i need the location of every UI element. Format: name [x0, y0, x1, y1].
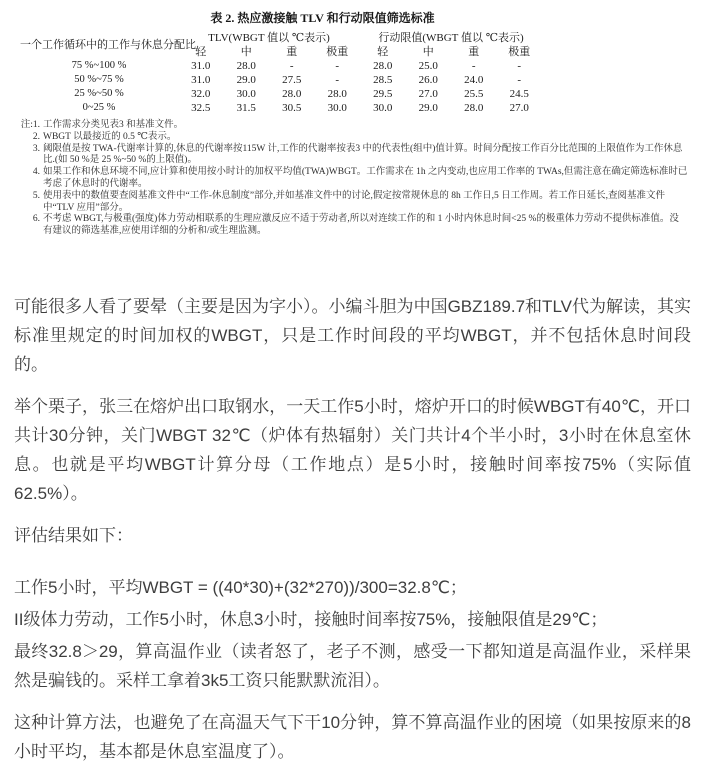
value-cell: 30.0: [373, 102, 393, 114]
value-cell: 29.5: [373, 88, 393, 100]
value-cell: 27.0: [509, 102, 529, 114]
value-cell: 28.0: [282, 88, 302, 100]
value-cell: 31.0: [191, 60, 211, 72]
group-header-action-limit: 行动限值(WBGT 值以 ℃表示): [378, 32, 524, 44]
note-item: [16, 120, 688, 132]
subheader: 重: [286, 46, 298, 58]
note-number: 4.: [32, 167, 40, 178]
value-cell: -: [471, 60, 476, 72]
table-title: 表 2. 热应激接触 TLV 和行动限值筛选标准: [210, 11, 435, 25]
value-cell: -: [517, 60, 522, 72]
note-text: 如果工作和休息环境不同,应计算和使用按小时计的加权平均值(TWA)WBGT。工作需求在 1h 之内变动,也应用工作率的 TWAs,但需注意在确定筛选标准时已考虑了休息时的代谢率。: [43, 167, 688, 189]
value-cell: 24.5: [509, 88, 529, 100]
value-cell: -: [517, 74, 522, 86]
subheader: 轻: [377, 46, 389, 58]
paragraph-intro: 可能很多人看了要晕（主要是因为字小）。小编斗胆为中国GBZ189.7和TLV代为解读，其实标准里规定的时间加权的WBGT，只是工作时间段的平均WBGT，并不包括休息时间段的。: [14, 296, 691, 374]
row-label: 25 %~50 %: [74, 88, 124, 99]
note-text: 使用表中的数值要查阅基准文件中“工作-休息制度”部分,并如基准文件中的讨论,假定按常规休息的 8h 工作日,5 日工作周。若工作日延长,查阅基准文件中“TLV 应用”部分。: [43, 190, 665, 213]
table-group-header-row: [20, 31, 542, 45]
table-notes: [16, 120, 688, 238]
subheader: 中: [422, 46, 434, 58]
note-number: 6.: [32, 214, 40, 225]
subheader: 极重: [326, 46, 349, 58]
note-text: 不考虑 WBGT,与极重(强度)体力劳动相联系的生理应激反应不适于劳动者,所以对连续工作的和 1 小时内休息时间<25 %的极重体力劳动不提供标准值。没有建议的筛选基准,应使用详细的分析和/或生理监测。: [43, 214, 679, 237]
paragraph-example: 举个栗子，张三在熔炉出口取钢水，一天工作5小时，熔炉开口的时候WBGT有40℃，开口共计30分钟，关门WBGT 32℃（炉体有热辐射）关门共计4个半小时，3小时在休息室休息。也就是平均WBGT计算分母（工作地点）是5小时，接触时间率按75%（实际值62.5%）。: [14, 396, 691, 503]
value-cell: 25.0: [418, 60, 438, 72]
value-cell: 30.0: [327, 102, 347, 114]
row-label: 0~25 %: [82, 102, 116, 113]
value-cell: -: [335, 60, 340, 72]
table-row: [20, 59, 542, 73]
paragraph-closing: 这种计算方法，也避免了在高温天气下干10分钟，算不算高温作业的困境（如果按原来的8小时平均，基本都是休息室温度了）。: [14, 712, 691, 761]
value-cell: 27.5: [282, 74, 302, 86]
note-item: [16, 132, 688, 144]
paragraph-formula: 工作5小时，平均WBGT = ((40*30)+(32*270))/300=32.8℃；: [14, 577, 467, 597]
note-item: [16, 214, 688, 238]
group-header-tlv: TLV(WBGT 值以 ℃表示): [208, 32, 330, 44]
standard-table-section: [0, 0, 705, 238]
note-text: WBGT 以最接近的 0.5 ℃表示。: [43, 131, 177, 142]
note-text: 工作需求分类见表3 和基准文件。: [43, 120, 184, 130]
paragraph-labor-grade: II级体力劳动，工作5小时，休息3小时，接触时间率按75%，接触限值是29℃；: [14, 609, 608, 629]
note-text: 阈限值是按 TWA-代谢率计算的,休息的代谢率按115W 计,工作的代谢率按表3 中的代表性(组中)值计算。时间分配按工作百分比范围的上限值作为工作休息比.(如 50 %是 25 %~50 %的上限值)。: [43, 143, 683, 166]
article-body: [0, 292, 705, 766]
value-cell: -: [289, 60, 294, 72]
subheader: 重: [468, 46, 480, 58]
value-cell: 28.5: [373, 74, 393, 86]
subheader: 极重: [508, 46, 531, 58]
row-label: 75 %~100 %: [71, 60, 127, 71]
note-number: 注:1.: [20, 120, 40, 130]
note-number: 3.: [32, 143, 40, 154]
value-cell: 27.0: [418, 88, 438, 100]
value-cell: 26.0: [418, 74, 438, 86]
value-cell: 28.0: [236, 60, 256, 72]
table-row: [20, 73, 542, 87]
paragraph-result-heading: 评估结果如下：: [14, 525, 133, 545]
row-label: 50 %~75 %: [74, 74, 124, 85]
value-cell: 28.0: [373, 60, 393, 72]
note-item: [16, 191, 688, 215]
note-number: 5.: [32, 190, 40, 201]
table-row: [20, 87, 542, 101]
subheader: 轻: [195, 46, 207, 58]
value-cell: 29.0: [418, 102, 438, 114]
value-cell: 32.5: [191, 102, 211, 114]
note-number: 2.: [32, 131, 40, 142]
column-header-work-rest-ratio: 一个工作循环中的工作与休息分配比: [20, 39, 196, 51]
value-cell: 32.0: [191, 88, 211, 100]
value-cell: 30.5: [282, 102, 302, 114]
table-row: [20, 101, 542, 115]
value-cell: 28.0: [327, 88, 347, 100]
value-cell: 29.0: [236, 74, 256, 86]
value-cell: 30.0: [236, 88, 256, 100]
tlv-table: [20, 31, 542, 115]
value-cell: 31.0: [191, 74, 211, 86]
subheader: 中: [240, 46, 252, 58]
note-item: [16, 144, 688, 168]
value-cell: 28.0: [464, 102, 484, 114]
value-cell: -: [335, 74, 340, 86]
value-cell: 25.5: [464, 88, 484, 100]
value-cell: 24.0: [464, 74, 484, 86]
value-cell: 31.5: [236, 102, 256, 114]
paragraph-conclusion: 最终32.8＞29，算高温作业（读者怒了，老子不测，感受一下都知道是高温作业，采样果然是骗钱的。采样工拿着3k5工资只能默默流泪）。: [14, 641, 691, 690]
note-item: [16, 167, 688, 191]
